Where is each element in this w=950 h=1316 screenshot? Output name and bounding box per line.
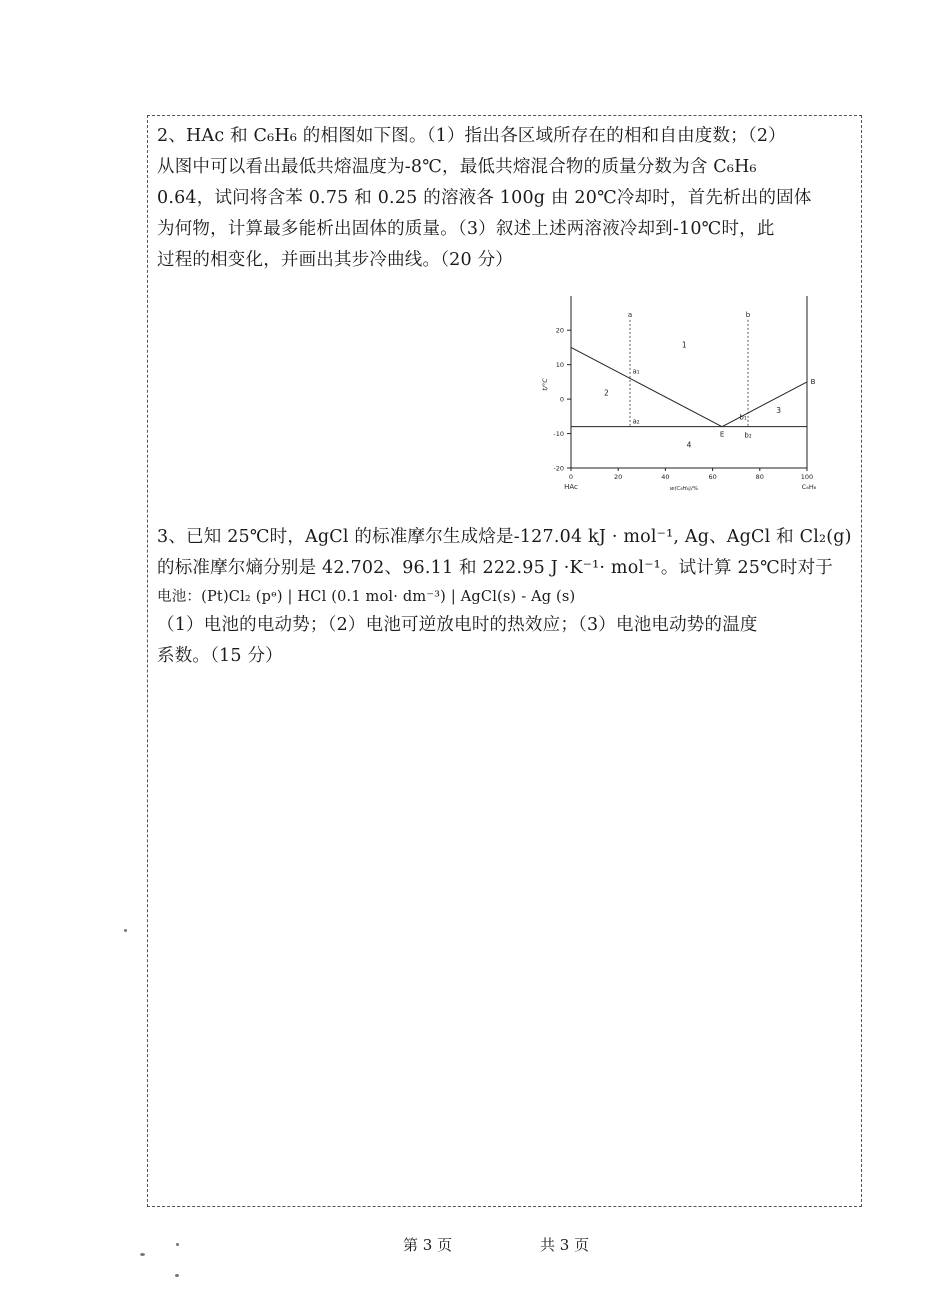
question-2-line: 过程的相变化，并画出其步冷曲线。（20 分） (157, 250, 513, 270)
page-total: 共 3 页 (540, 1236, 590, 1254)
point-label: E (719, 430, 725, 439)
question-2 (157, 121, 857, 276)
phase-diagram-chart (533, 290, 833, 500)
x-tick-label: 100 (800, 473, 814, 481)
question-2-line: 为何物，计算最多能析出固体的质量。（3）叙述上述两溶液冷却到-10℃时，此 (157, 219, 775, 239)
question-3-line: 3、已知 25℃时，AgCl 的标准摩尔生成焓是-127.04 kJ · mol⁻¹, Ag、AgCl 和 Cl₂(g) (157, 527, 852, 547)
question-2-line: 从图中可以看出最低共熔温度为-8℃，最低共熔混合物的质量分数为含 C₆H₆ (157, 157, 757, 177)
cell-notation: 电池：(Pt)Cl₂ (pᶱ) | HCl (0.1 mol· dm⁻³) | AgCl(s) - Ag (s) (157, 589, 576, 605)
scan-speck (175, 1274, 179, 1277)
scan-speck (176, 1243, 179, 1246)
page-number: 第 3 页 (403, 1236, 453, 1254)
cooling-path-label: b (745, 310, 751, 319)
region-label: 1 (681, 340, 687, 350)
point-label: b₂ (744, 431, 752, 440)
x-tick-label: 0 (568, 473, 574, 481)
region-label: 4 (686, 440, 692, 450)
point-label: b₁ (739, 413, 747, 422)
y-tick-label: 10 (555, 361, 564, 370)
x-axis-label: w(C₆H₆)/% (669, 486, 699, 492)
x-tick-label: 60 (708, 473, 717, 481)
x-tick-label: 80 (755, 473, 764, 481)
question-3-line: 的标准摩尔熵分别是 42.702、96.11 和 222.95 J ·K⁻¹· mol⁻¹。试计算 25℃时对于 (157, 558, 833, 578)
cooling-path-label: a (627, 310, 633, 319)
region-label: 2 (604, 388, 609, 398)
phase-boundary-line (722, 382, 807, 427)
x-end-label-c6h6: C₆H₆ (801, 483, 817, 491)
question-3-line: （1）电池的电动势；（2）电池可逆放电时的热效应；（3）电池电动势的温度 (157, 615, 758, 635)
y-tick-label: 0 (559, 395, 564, 404)
question-2-line: 0.64，试问将含苯 0.75 和 0.25 的溶液各 100g 由 20℃冷却时，首先析出的固体 (157, 188, 812, 208)
y-tick-label: -10 (553, 430, 564, 439)
scan-speck (124, 929, 127, 932)
point-label: a₁ (632, 367, 640, 376)
scan-speck (140, 1253, 145, 1256)
question-2-line: 2、HAc 和 C₆H₆ 的相图如下图。（1）指出各区域所存在的相和自由度数；（2） (157, 126, 786, 146)
x-tick-label: 40 (661, 473, 670, 481)
question-3 (157, 522, 857, 672)
x-end-label-hac: HAc (564, 483, 578, 491)
y-tick-label: 20 (555, 326, 564, 335)
point-label: B (810, 377, 816, 386)
phase-boundary-line (571, 347, 722, 426)
y-axis-label: t/°C (541, 378, 549, 391)
y-tick-label: -20 (553, 464, 564, 473)
x-tick-label: 20 (614, 473, 623, 481)
question-3-line: 系数。（15 分） (157, 646, 283, 666)
region-label: 3 (776, 405, 782, 415)
point-label: a₂ (632, 417, 640, 426)
